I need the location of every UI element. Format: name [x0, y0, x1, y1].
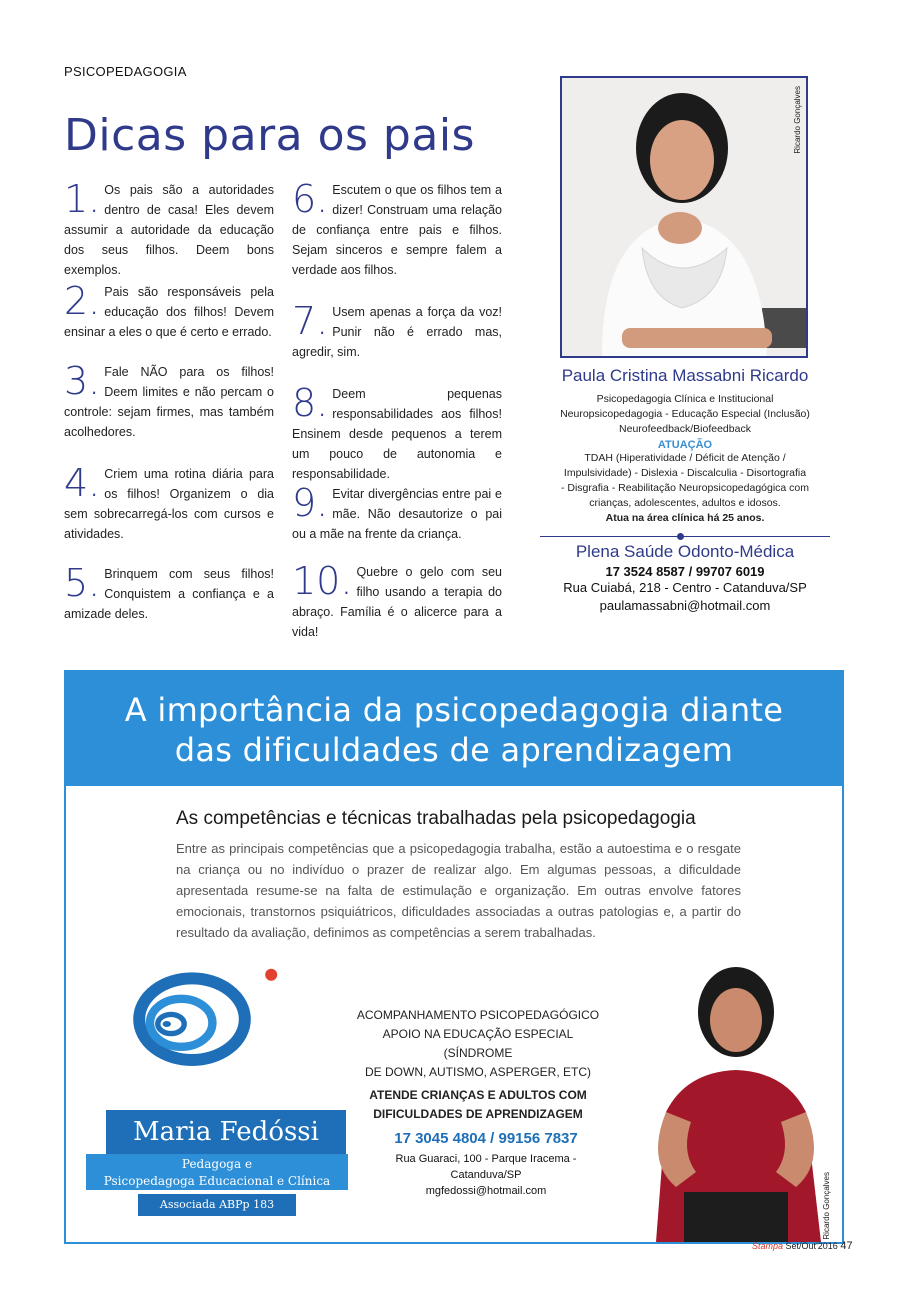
- clinic-name: Plena Saúde Odonto-Médica: [575, 542, 795, 561]
- divider: [540, 536, 830, 537]
- ad-phone: 17 3045 4804 / 99156 7837: [394, 1130, 578, 1147]
- practitioner-name: Maria Fedóssi: [106, 1110, 346, 1154]
- ad-body: Entre as principais competências que a psicopedagogia trabalha, estão a autoestima e o resgate na criança ou no indivíduo o prazer de realizar algo. Em algumas pessoas, a dificuldade apresentada resume-se na falta de estimulação e organização. Em outras envolve fatores emocionais, transtornos psiquiátricos, dificuldades associadas a outras patologias e, a partir do resultado da avaliação, definimos as competências a serem trabalhadas.: [176, 841, 741, 940]
- tip-number: 8.: [292, 381, 329, 425]
- photo-credit: Ricardo Gonçalves: [822, 1172, 831, 1240]
- photo-credit: Ricardo Gonçalves: [793, 86, 802, 154]
- clinic-phone: 17 3524 8587 / 99707 6019: [605, 564, 765, 579]
- atuacao-line: Impulsividade) - Dislexia - Discalculia - Disortografia: [563, 467, 807, 479]
- clinic-address: Rua Cuiabá, 218 - Centro - Catanduva/SP: [563, 580, 807, 595]
- tips-column-right: [292, 177, 502, 639]
- ad-banner: [66, 672, 842, 786]
- ad-contact: [366, 1130, 606, 1199]
- ad-banner-line: das dificuldades de aprendizagem: [174, 731, 734, 769]
- tip-text: Escutem o que os filhos tem a dizer! Construam uma relação de confiança entre pais e filhos. Sejam sinceros e sempre falem a verdade aos filhos.: [292, 183, 502, 277]
- tip-item: [64, 359, 274, 464]
- tip-item: [292, 177, 502, 302]
- tip-number: 4.: [64, 461, 101, 505]
- atuacao-line: crianças, adolescentes, adultos e idosos.: [589, 497, 781, 509]
- tip-number: 7.: [292, 299, 329, 343]
- tip-item: [292, 559, 502, 639]
- tip-text: Criem uma rotina diária para os filhos! Organizem o dia sem sobrecarregá-los com cursos e atividades.: [64, 467, 274, 541]
- atuacao-line: TDAH (Hiperatividade / Déficit de Atenção /: [584, 452, 786, 464]
- tip-number: 3.: [64, 359, 101, 403]
- portrait-illustration: [562, 78, 806, 356]
- ad-banner-line: A importância da psicopedagogia diante: [124, 691, 784, 729]
- tip-number: 9.: [292, 481, 329, 525]
- tip-text: Pais são responsáveis pela educação dos filhos! Devem ensinar a eles o que é certo e errado.: [64, 285, 274, 339]
- tip-number: 6.: [292, 177, 329, 221]
- service-line: ACOMPANHAMENTO PSICOPEDAGÓGICO: [356, 1008, 600, 1022]
- atuacao-line: - Disgrafia - Reabilitação Neuropsicopedagógica com: [560, 482, 810, 494]
- tip-text: Deem pequenas responsabilidades aos filhos! Ensinem desde pequenos a terem um pouco de autonomia e responsabilidade.: [292, 387, 502, 481]
- ad-subtitle: As competências e técnicas trabalhadas pela psicopedagogia: [176, 808, 696, 829]
- tip-text: Usem apenas a força da voz! Punir não é errado mas, agredir, sim.: [292, 305, 502, 359]
- tips-column-left: [64, 177, 274, 624]
- experience-line: Atua na área clínica há 25 anos.: [605, 512, 765, 524]
- advertisement-box: [64, 670, 844, 1244]
- role-line: Psicopedagoga Educacional e Clínica: [103, 1174, 331, 1188]
- profile-name: Paula Cristina Massabni Ricardo: [561, 366, 809, 385]
- tip-item: [64, 561, 274, 624]
- page-footer: [752, 1240, 853, 1252]
- magazine-brand: Stampa: [752, 1241, 784, 1251]
- tip-item: [64, 461, 274, 564]
- tip-item: [292, 299, 502, 384]
- section-label: PSICOPEDAGOGIA: [64, 64, 187, 79]
- tip-text: Os pais são a autoridades dentro de casa! Eles devem assumir a autoridade da educação dos seus filhos. Deem bons exemplos.: [64, 183, 274, 277]
- page-title: Dicas para os pais: [64, 110, 475, 161]
- specialty-line: Neuropsicopedagogia - Educação Especial (Inclusão): [560, 408, 810, 420]
- issue-date: Set/Out'2016: [785, 1241, 838, 1251]
- service-line: DE DOWN, AUTISMO, ASPERGER, ETC): [364, 1065, 592, 1079]
- specialty-line: Neurofeedback/Biofeedback: [619, 423, 751, 435]
- practitioner-role: [86, 1154, 348, 1190]
- divider-dot: [677, 533, 684, 540]
- clinic-block: [540, 542, 830, 615]
- swirl-logo: [126, 964, 306, 1114]
- ad-email: mgfedossi@hotmail.com: [425, 1185, 547, 1197]
- profile-block: [540, 366, 830, 526]
- tip-number: 1.: [64, 177, 101, 221]
- service-highlight: ATENDE CRIANÇAS E ADULTOS COM: [369, 1088, 587, 1102]
- page-number: 47: [840, 1240, 853, 1252]
- portrait-photo: [560, 76, 808, 358]
- tip-number: 2.: [64, 279, 101, 323]
- specialty-line: Psicopedagogia Clínica e Institucional: [596, 393, 774, 405]
- service-line: APOIO NA EDUCAÇÃO ESPECIAL (SÍNDROME: [382, 1027, 574, 1060]
- role-line: Pedagoga e: [181, 1157, 253, 1171]
- atuacao-heading: ATUAÇÃO: [657, 439, 713, 451]
- tip-number: 10.: [292, 559, 353, 603]
- ad-address: Rua Guaraci, 100 - Parque Iracema - Catanduva/SP: [395, 1153, 577, 1181]
- tip-text: Quebre o gelo com seu filho usando a terapia do abraço. Família é o alicerce para a vida!: [292, 565, 502, 639]
- tip-item: [64, 177, 274, 282]
- clinic-email: paulamassabni@hotmail.com: [599, 598, 771, 613]
- tip-text: Brinquem com seus filhos! Conquistem a confiança e a amizade deles.: [64, 567, 274, 621]
- services-block: [350, 1006, 606, 1124]
- tip-item: [292, 381, 502, 484]
- tip-number: 5.: [64, 561, 101, 605]
- practitioner-photo: [626, 962, 836, 1242]
- tip-item: [292, 481, 502, 562]
- tip-text: Evitar divergências entre pai e mãe. Não desautorize o pai ou a mãe na frente da criança.: [292, 487, 502, 541]
- association-badge: Associada ABPp 183: [138, 1194, 296, 1216]
- service-highlight: DIFICULDADES DE APRENDIZAGEM: [373, 1107, 583, 1121]
- tip-text: Fale NÃO para os filhos! Deem limites e não percam o controle: sejam firmes, mas também acolhedores.: [64, 365, 274, 439]
- tip-item: [64, 279, 274, 362]
